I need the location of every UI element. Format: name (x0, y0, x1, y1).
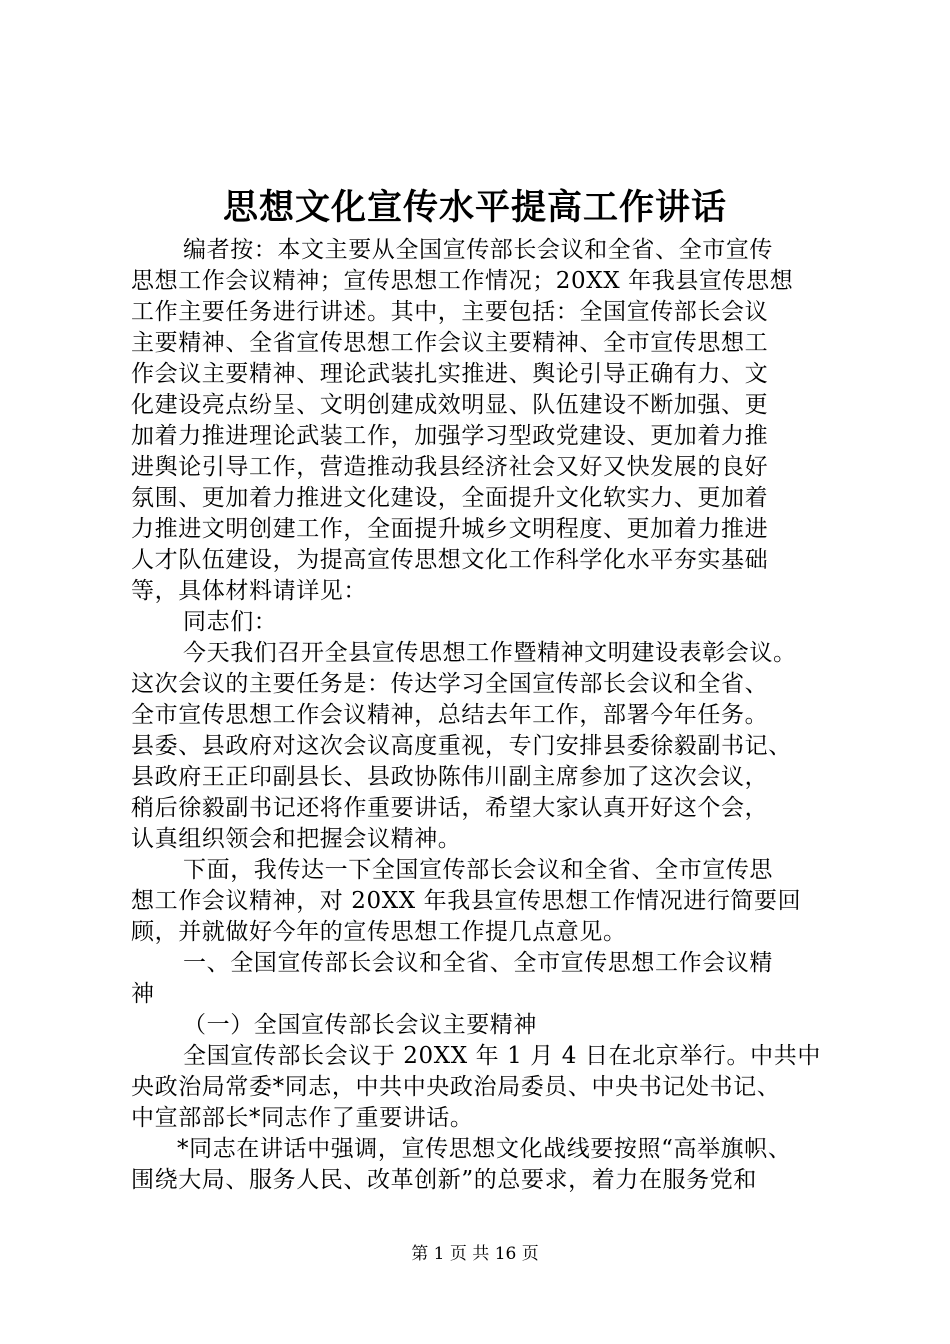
text-line: 想工作会议精神，对 20XX 年我县宣传思想工作情况进行简要回 (131, 888, 802, 914)
page-number: 第 1 页 共 16 页 (411, 1244, 539, 1264)
document-body (131, 235, 831, 1196)
text-line: 进舆论引导工作，营造推动我县经济社会又好又快发展的良好 (131, 454, 769, 480)
text-line: 县委、县政府对这次会议高度重视，专门安排县委徐毅副书记、 (131, 733, 792, 759)
text-line: 全市宣传思想工作会议精神，总结去年工作，部署今年任务。 (131, 702, 769, 728)
text-line: 编者按：本文主要从全国宣传部长会议和全省、全市宣传 (183, 237, 773, 263)
text-line: 稍后徐毅副书记还将作重要讲话，希望大家认真开好这个会， (131, 795, 769, 821)
section-heading-cont: 神 (131, 981, 155, 1007)
text-line: 县政府王正印副县长、县政协陈伟川副主席参加了这次会议， (131, 764, 769, 790)
text-line: 中宣部部长*同志作了重要讲话。 (131, 1105, 474, 1131)
salutation: 同志们： (183, 609, 278, 635)
text-line: 加着力推进理论武装工作，加强学习型政党建设、更加着力推 (131, 423, 769, 449)
text-line: 思想工作会议精神；宣传思想工作情况；20XX 年我县宣传思想 (131, 268, 794, 294)
text-line: 这次会议的主要任务是：传达学习全国宣传部长会议和全省、 (131, 671, 769, 697)
text-line: 认真组织领会和把握会议精神。 (131, 826, 462, 852)
text-line: 主要精神、全省宣传思想工作会议主要精神、全市宣传思想工 (131, 330, 769, 356)
text-line: 化建设亮点纷呈、文明创建成效明显、队伍建设不断加强、更 (131, 392, 769, 418)
text-line: *同志在讲话中强调，宣传思想文化战线要按照“高举旗帜、 (177, 1136, 792, 1162)
text-line: 顾，并就做好今年的宣传思想工作提几点意见。 (131, 919, 627, 945)
subsection-heading: （一）全国宣传部长会议主要精神 (183, 1012, 537, 1038)
text-line: 氛围、更加着力推进文化建设，全面提升文化软实力、更加着 (131, 485, 769, 511)
text-line: 围绕大局、服务人民、改革创新”的总要求，着力在服务党和 (131, 1167, 757, 1193)
text-line: 力推进文明创建工作，全面提升城乡文明程度、更加着力推进 (131, 516, 769, 542)
text-line: 作会议主要精神、理论武装扎实推进、舆论引导正确有力、文 (131, 361, 769, 387)
text-line: 全国宣传部长会议于 20XX 年 1 月 4 日在北京举行。中共中 (183, 1043, 821, 1069)
section-heading: 一、全国宣传部长会议和全省、全市宣传思想工作会议精 (183, 950, 773, 976)
text-line: 工作主要任务进行讲述。其中，主要包括：全国宣传部长会议 (131, 299, 769, 325)
text-line: 下面，我传达一下全国宣传部长会议和全省、全市宣传思 (183, 857, 773, 883)
document-title: 思想文化宣传水平提高工作讲话 (222, 187, 727, 228)
text-line: 人才队伍建设，为提高宣传思想文化工作科学化水平夯实基础 (131, 547, 769, 573)
text-line: 等，具体材料请详见： (131, 578, 367, 604)
text-line: 央政治局常委*同志，中共中央政治局委员、中央书记处书记、 (131, 1074, 781, 1100)
text-line: 今天我们召开全县宣传思想工作暨精神文明建设表彰会议。 (183, 640, 797, 666)
